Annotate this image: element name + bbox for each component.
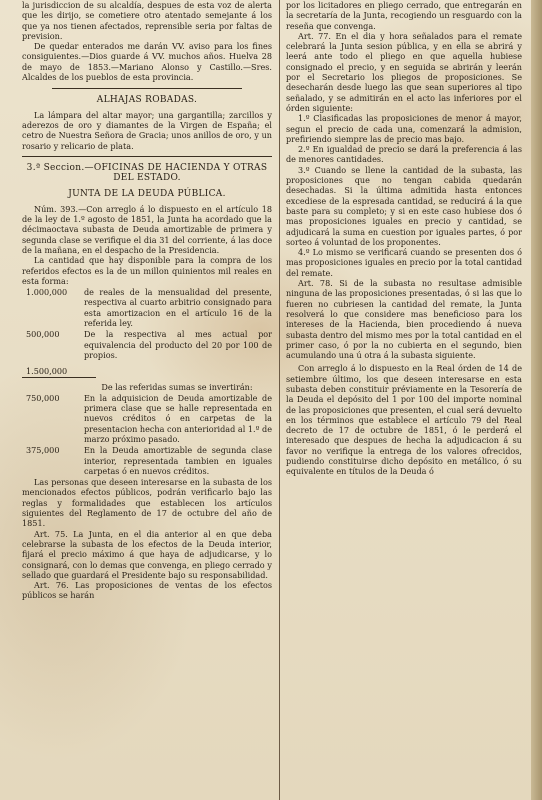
alhajas-paragraph: La lámpara del altar mayor; una gargantilla; zarcillos y aderezos de oro y diamantes de la Virgen de España; el cetro de Nuestra Señora de Gracia; unos anillos de oro, y un rosario y relicario de plata. — [22, 109, 272, 151]
invertir-heading: De las referidas sumas se invertirán: — [101, 381, 253, 392]
amount-value: 750,000 — [26, 392, 60, 403]
separator-rule — [52, 88, 242, 89]
amount-description: De la respectiva al mes actual por equivalencia del producto del 20 por 100 de propios. — [84, 329, 272, 360]
continuation-paragraph: por los licitadores en pliego cerrado, que entregarán en la secretaría de la Junta, recogiendo un resguardo con la reseña que convenga. — [286, 0, 522, 31]
alhajas-heading: ALHAJAS ROBADAS. — [96, 95, 198, 106]
left-column — [22, 0, 272, 800]
art78-paragraph: Art. 78. Si de la subasta no resultase admisible ninguna de las proposiciones presentadas, ó si las que lo fueren no cubriesen la cantidad del remate, la Junta resolverá lo que considere mas beneficioso para los intereses de la Hacienda, bien procediendo á nueva subasta dentro del mismo mes por la total cantidad en el primer caso, ó por la no cubierta en el segundo, bien acumulando una ú otra á la subasta siguiente. — [286, 278, 522, 361]
column-divider — [279, 0, 280, 800]
section-rule — [22, 156, 272, 157]
rule1-paragraph: 1.º Clasificadas las proposiciones de menor á mayor, segun el precio de cada una, comenzará la admision, prefiriendo siempre las de precio mas bajo. — [286, 113, 522, 144]
amount-description: En la Deuda amortizable de segunda clase interior, representada tambien en iguales carpetas ó en nuevos créditos. — [84, 445, 272, 476]
cantidad-paragraph: La cantidad que hay disponible para la compra de los referidos efectos es la de un millon quinientos mil reales en esta forma: — [22, 255, 272, 286]
rule3-paragraph: 3.º Cuando se llene la cantidad de la subasta, las proposiciones que no tengan cabida quedarán desechadas. Si la última admitida hasta entonces excediese de la espresada cantidad, se reducirá á la que baste para su completo; y si en este caso hubiese dos ó mas proposiciones iguales en precio y cantidad, se adjudicará la suma en cuestion por iguales partes, ó por sorteo á voluntad de los proponentes. — [286, 164, 522, 247]
amount-value: 375,000 — [26, 445, 60, 456]
amount-row — [22, 393, 272, 444]
personas-paragraph: Las personas que deseen interesarse en la subasta de los mencionados efectos públicos, podrán verificarlo bajo las reglas y formalidades que establecen los artículos siguientes del Reglamento de 17 de octubre del año de 1851. — [22, 477, 272, 529]
amount-description: En la adquisicion de Deuda amortizable de primera clase que se halle representada en nuevos créditos ó en carpetas de la presentacion hecha con anterioridad al 1.º de marzo próximo pasado. — [84, 392, 272, 444]
rule4-paragraph: 4.º Lo mismo se verificará cuando se presenten dos ó mas proposiciones iguales en precio por la total cantidad del remate. — [286, 247, 522, 278]
art77-paragraph: Art. 77. En el dia y hora señalados para el remate celebrará la Junta sesion pública, y en ella se abrirá y leerá ante todo el pliego en que aquella hubiese consignado el precio, y en seguida se abrirán y leerán por el Secretario los pliegos de proposiciones. Se desecharán desde luego las que sean superiores al tipo señalado, y se admitirán en el acto las inferiores por el órden siguiente: — [286, 30, 522, 113]
art76-paragraph: Art. 76. Las proposiciones de ventas de los efectos públicos se harán — [22, 580, 272, 601]
rule2-paragraph: 2.º En igualdad de precio se dará la preferencia á las de menores cantidades. — [286, 144, 522, 165]
intro-paragraph: la jurisdiccion de su alcaldía, despues de esta voz de alerta que les dirijo, se cometiere otro atentado semejante á los que ya nos tienen afectados, reprensible seria por faltas de prevision. — [22, 0, 272, 41]
amount-value: 1.000,000 — [26, 287, 68, 298]
total-amount: 1.500,000 — [22, 366, 96, 377]
quedar-paragraph: De quedar enterados me darán VV. aviso para los fines consiguientes.—Dios guarde á VV. muchos años. Huelva 28 de mayo de 1853.—Mariano Alonso y Castillo.—Sres. Alcaldes de los pueblos de esta provincia. — [22, 41, 272, 83]
amount-row — [22, 445, 272, 476]
amount-row — [22, 329, 272, 360]
arreglo-paragraph: Con arreglo á lo dispuesto en la Real órden de 14 de setiembre último, los que deseen interesarse en esta subasta deben constituir préviamente en la Tesorería de la Deuda el depósito del 1 por 100 del importe nominal de las proposiciones que presenten, el cual será devuelto en los términos que establece el artículo 79 del Real decreto de 17 de octubre de 1851, ó le perderá el interesado que despues de hecha la adjudicacion á su favor no verifique la entrega de los valores ofrecidos, pudiendo constituirse dicho depósito en metálico, ó su equivalente en títulos de la Deuda ó — [286, 363, 522, 477]
right-column — [286, 0, 522, 800]
art75-paragraph: Art. 75. La Junta, en el dia anterior al en que deba celebrarse la subasta de los efectos de la Deuda interior, fijará el precio máximo á que haya de adjudicarse, y lo consignará, con lo demas que convenga, en pliego cerrado y sellado que guardará el Presidente bajo su responsabilidad. — [22, 528, 272, 580]
amount-description: de reales de la mensualidad del presente, respectiva al cuarto arbitrio consignado para esta amortizacion en el artículo 16 de la referida ley. — [84, 287, 272, 329]
junta-heading: JUNTA DE LA DEUDA PÚBLICA. — [68, 189, 226, 200]
seccion-heading: 3.ª Seccion.—OFICINAS DE HACIENDA Y OTRAS DEL ESTADO. — [26, 162, 268, 184]
page-edge — [531, 0, 542, 800]
amount-value: 500,000 — [26, 329, 60, 340]
amount-row — [22, 287, 272, 328]
num393-paragraph: Núm. 393.—Con arreglo á lo dispuesto en el artículo 18 de la ley de 1.º agosto de 1851, la Junta ha acordado que la décimaoctava subasta de Deuda amortizable de primera y segunda clase se verifique el dia 31 del corriente, á las doce de la mañana, en el despacho de la Presidencia. — [22, 203, 272, 255]
